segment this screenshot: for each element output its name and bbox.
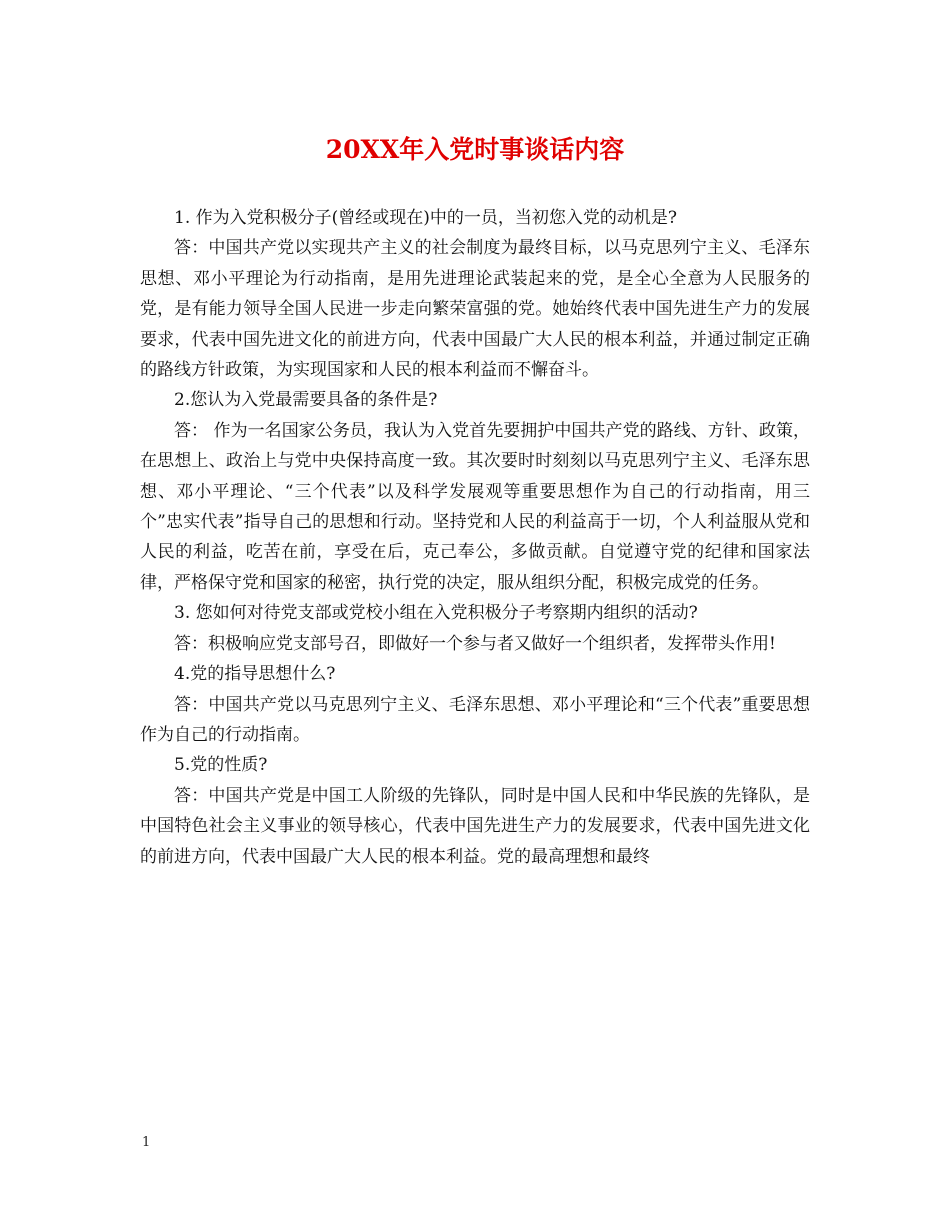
answer-3: 答：积极响应党支部号召，即做好一个参与者又做好一个组织者，发挥带头作用! (174, 633, 776, 654)
answer-2: 答： 作为一名国家公务员，我认为入党首先要拥护中国共产党的路线、方针、政策，在思想上、政治上与党中央保持高度一致。其次要时时刻刻以马克思列宁主义、毛泽东思想、邓小平理论、“三个代表”以及科学发展观等重要思想作为自己的行动指南，用三个”忠实代表”指导自己的思想和行动。坚持党和人民的利益高于一切，个人利益服从党和人民的利益，吃苦在前，享受在后，克己奉公，多做贡献。自觉遵守党的纪律和国家法律，严格保守党和国家的秘密，执行党的决定，服从组织分配，积极完成党的任务。 (140, 420, 810, 593)
question-3: 3. 您如何对待党支部或党校小组在入党积极分子考察期内组织的活动? (174, 603, 698, 624)
answer-4: 答：中国共产党以马克思列宁主义、毛泽东思想、邓小平理论和“三个代表”重要思想作为自己的行动指南。 (140, 694, 810, 745)
question-1: 1. 作为入党积极分子(曾经或现在)中的一员，当初您入党的动机是? (174, 208, 678, 228)
question-4: 4.党的指导思想什么? (174, 664, 336, 685)
answer-5: 答：中国共产党是中国工人阶级的先锋队，同时是中国人民和中华民族的先锋队，是中国特色社会主义事业的领导核心，代表中国先进生产力的发展要求，代表中国先进文化的前进方向，代表中国最广大人民的根本利益。党的最高理想和最终 (140, 785, 810, 867)
document-body (140, 203, 810, 872)
question-5: 5.党的性质? (174, 755, 268, 776)
page-number: 1 (142, 1135, 151, 1150)
document-title: 20XX年入党时事谈话内容 (325, 135, 625, 164)
answer-1: 答：中国共产党以实现共产主义的社会制度为最终目标，以马克思列宁主义、毛泽东思想、邓小平理论为行动指南，是用先进理论武装起来的党，是全心全意为人民服务的党，是有能力领导全国人民进一步走向繁荣富强的党。她始终代表中国先进生产力的发展要求，代表中国先进文化的前进方向，代表中国最广大人民的根本利益，并通过制定正确的路线方针政策，为实现国家和人民的根本利益而不懈奋斗。 (140, 238, 810, 381)
question-2: 2.您认为入党最需要具备的条件是? (174, 390, 438, 411)
